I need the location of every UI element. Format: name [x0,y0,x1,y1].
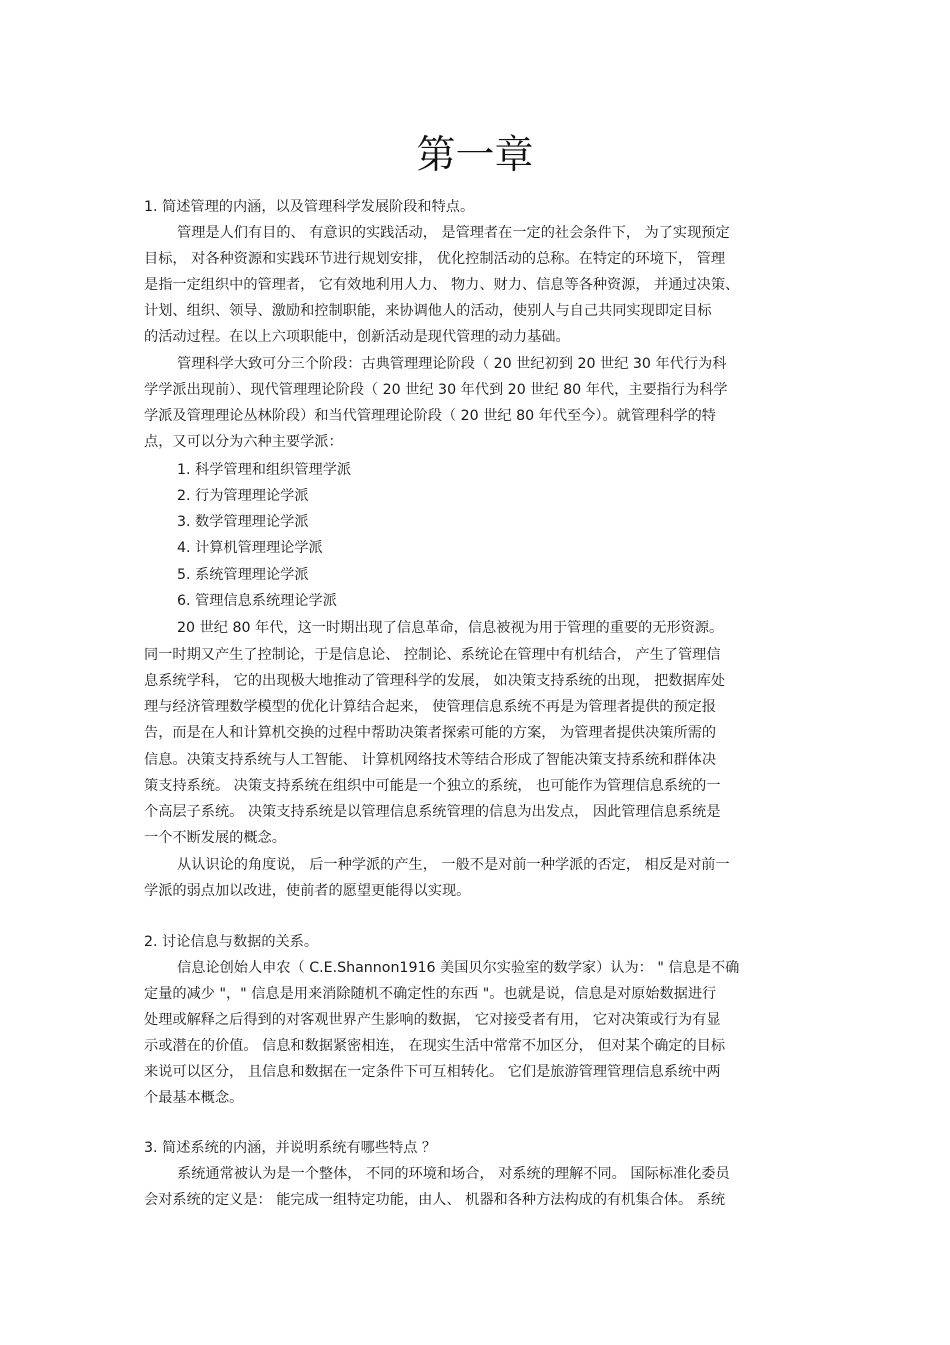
paragraph-line: 来说可以区分， 且信息和数据在一定条件下可互相转化。 它们是旅游管理管理信息系统中两 [144,1064,721,1080]
list-item: 1. 科学管理和组织管理学派 [177,462,352,478]
paragraph-line: 系统通常被认为是一个整体， 不同的环境和场合， 对系统的理解不同。 国际标准化委员 [177,1166,730,1182]
paragraph-line: 管理科学大致可分三个阶段：古典管理理论阶段（ 20 世纪初到 20 世纪 30 年代行为科 [177,356,727,372]
paragraph-line: 是指一定组织中的管理者， 它有效地利用人力、 物力、财力、信息等各种资源， 并通过决策、 [144,277,740,293]
paragraph-line: 告，而是在人和计算机交换的过程中帮助决策者探索可能的方案， 为管理者提供决策所需的 [144,725,717,741]
paragraph-line: 理与经济管理数学模型的优化计算结合起来， 使管理信息系统不再是为管理者提供的预定报 [144,699,717,715]
paragraph-line: 的活动过程。在以上六项职能中，创新活动是现代管理的动力基础。 [144,329,570,345]
paragraph-line: 会对系统的定义是： 能完成一组特定功能，由人、 机器和各种方法构成的有机集合体。 系统 [144,1192,726,1208]
question-2-heading: 2. 讨论信息与数据的关系。 [144,934,319,950]
paragraph-line: 学派及管理理论丛林阶段）和当代管理理论阶段（ 20 世纪 80 年代至今）。就管理科学的特 [144,408,716,424]
paragraph-line: 一个不断发展的概念。 [144,830,286,846]
paragraph-line: 同一时期又产生了控制论，于是信息论、 控制论、系统论在管理中有机结合， 产生了管理信 [144,647,721,663]
list-item: 6. 管理信息系统理论学派 [177,593,337,609]
paragraph-line: 从认识论的角度说， 后一种学派的产生， 一般不是对前一种学派的否定， 相反是对前一 [177,857,730,873]
paragraph-line: 策支持系统。 决策支持系统在组织中可能是一个独立的系统， 也可能作为管理信息系统的一 [144,778,721,794]
paragraph-line: 息系统学科， 它的出现极大地推动了管理科学的发展， 如决策支持系统的出现， 把数据库处 [144,673,726,689]
list-item: 2. 行为管理理论学派 [177,488,309,504]
paragraph-line: 个最基本概念。 [144,1090,244,1106]
list-item: 3. 数学管理理论学派 [177,514,309,530]
paragraph-line: 管理是人们有目的、 有意识的实践活动， 是管理者在一定的社会条件下， 为了实现预定 [177,225,730,241]
paragraph-line: 计划、组织、领导、激励和控制职能，来协调他人的活动，使别人与自己共同实现即定目标 [144,303,712,319]
list-item: 4. 计算机管理理论学派 [177,540,323,556]
paragraph-line: 示或潜在的价值。 信息和数据紧密相连， 在现实生活中常常不加区分， 但对某个确定的目标 [144,1038,726,1054]
paragraph-line: 点，又可以分为六种主要学派： [144,434,343,450]
paragraph-line: 信息论创始人申农（ C.E.Shannon1916 美国贝尔实验室的数学家）认为： " 信息是不确 [177,960,740,976]
paragraph-line: 信息。决策支持系统与人工智能、 计算机网络技术等结合形成了智能决策支持系统和群体决 [144,752,717,768]
paragraph-line: 学派的弱点加以改进，使前者的愿望更能得以实现。 [144,883,471,899]
paragraph-line: 目标， 对各种资源和实践环节进行规划安排， 优化控制活动的总称。在特定的环境下， 管理 [144,251,726,267]
chapter-title: 第一章 [416,133,534,178]
paragraph-line: 学学派出现前）、现代管理理论阶段（ 20 世纪 30 年代到 20 世纪 80 年代，主要指行为科学 [144,382,728,398]
list-item: 5. 系统管理理论学派 [177,567,309,583]
paragraph-line: 20 世纪 80 年代，这一时期出现了信息革命，信息被视为用于管理的重要的无形资源。 [177,620,724,636]
paragraph-line: 个高层子系统。 决策支持系统是以管理信息系统管理的信息为出发点， 因此管理信息系统是 [144,804,721,820]
paragraph-line: 定量的减少 "，" 信息是用来消除随机不确定性的东西 "。也就是说，信息是对原始数据进行 [144,986,717,1002]
paragraph-line: 处理或解释之后得到的对客观世界产生影响的数据， 它对接受者有用， 它对决策或行为有显 [144,1012,721,1028]
question-3-heading: 3. 简述系统的内涵，并说明系统有哪些特点 ？ [144,1140,437,1156]
question-1-heading: 1. 简述管理的内涵，以及管理科学发展阶段和特点。 [144,199,475,215]
